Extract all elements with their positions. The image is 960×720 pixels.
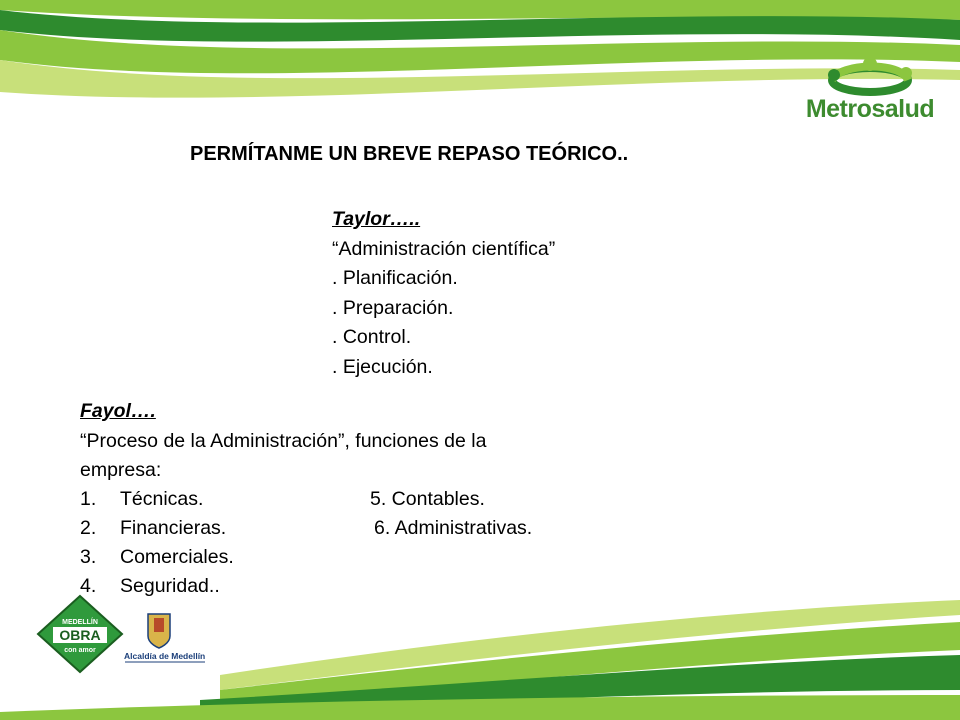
taylor-item: . Ejecución. xyxy=(332,355,433,378)
logo-text: Metrosalud xyxy=(805,95,935,123)
badge-text-con-amor: con amor xyxy=(64,647,96,654)
list-text-right: 6. Administrativas. xyxy=(374,516,533,539)
medellin-obra-badge-icon xyxy=(20,578,220,678)
badge-text-obra: OBRA xyxy=(59,627,101,643)
people-circle-icon xyxy=(800,55,940,100)
list-number: 2. xyxy=(80,516,97,539)
list-number: 3. xyxy=(80,545,97,568)
taylor-block xyxy=(332,205,555,382)
metrosalud-logo xyxy=(800,55,940,130)
fayol-list-item xyxy=(80,485,640,514)
list-text: Seguridad.. xyxy=(120,574,220,597)
alcaldia-label: Alcaldía de Medellín xyxy=(124,651,206,661)
list-number: 1. xyxy=(80,487,97,510)
medellin-logo-group xyxy=(20,578,220,678)
fayol-description-cont: empresa: xyxy=(80,458,162,481)
list-text: Financieras. xyxy=(120,516,227,539)
taylor-item: . Planificación. xyxy=(332,267,458,289)
list-text: Comerciales. xyxy=(120,545,234,568)
taylor-title: Taylor….. xyxy=(332,208,421,230)
taylor-item: . Preparación. xyxy=(332,296,454,319)
list-text: Técnicas. xyxy=(120,487,204,510)
taylor-subtitle: “Administración científica” xyxy=(332,237,556,260)
fayol-title: Fayol…. xyxy=(80,400,156,422)
slide-heading: PERMÍTANME UN BREVE REPASO TEÓRICO.. xyxy=(190,143,629,165)
taylor-item: . Control. xyxy=(332,326,412,348)
badge-text-medellin: MEDELLÍN xyxy=(62,619,98,626)
fayol-description: “Proceso de la Administración”, funciones de la xyxy=(80,429,487,452)
list-number: 4. xyxy=(80,574,97,597)
list-text-right: 5. Contables. xyxy=(370,487,485,510)
fayol-block xyxy=(80,397,640,601)
fayol-list-item xyxy=(80,514,640,543)
fayol-list-item xyxy=(80,543,640,572)
